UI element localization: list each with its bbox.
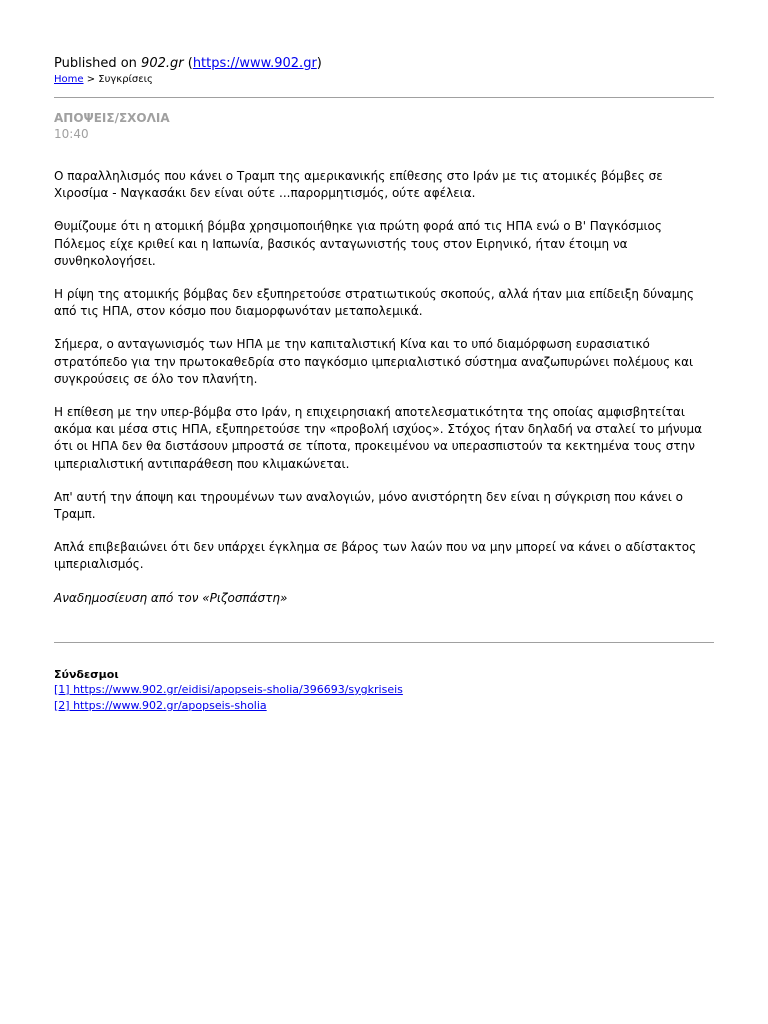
open-paren: ( — [183, 56, 193, 71]
link-item-1 — [54, 682, 714, 698]
printed-article-page — [54, 55, 714, 714]
site-name: 902.gr — [141, 56, 184, 71]
article-time: 10:40 — [54, 127, 89, 141]
breadcrumb-separator: > — [83, 74, 99, 85]
breadcrumb-current: Συγκρίσεις — [98, 74, 153, 85]
link-2[interactable]: [2] https://www.902.gr/apopseis-sholia — [54, 698, 267, 712]
link-item-2 — [54, 698, 714, 714]
article-paragraph-5: Η επίθεση με την υπερ-βόμβα στο Ιράν, η επιχειρησιακή αποτελεσματικότητα της οποίας αμφισβητείται ακόμα και μέσα στις ΗΠΑ, εξυπηρετούσε την «προβολή ισχύος». Στόχος ήταν δηλαδή να σταλεί το μήνυμα ότι οι ΗΠΑ δεν θα διστάσουν μπροστά σε τίποτα, προκειμένου να υπερασπιστούν τα κεκτημένα τους στην ιμπεριαλιστική αντιπαράθεση που κλιμακώνεται. — [54, 405, 703, 471]
link-1[interactable]: [1] https://www.902.gr/eidisi/apopseis-sholia/396693/sygkriseis — [54, 682, 403, 696]
article-paragraph-1: Ο παραλληλισμός που κάνει ο Τραμπ της αμερικανικής επίθεσης στο Ιράν με τις ατομικές βόμβες σε Χιροσίμα - Ναγκασάκι δεν είναι ούτε ...παρορμητισμός, ούτε αφέλεια. — [54, 169, 663, 201]
article-body — [54, 168, 714, 607]
site-url-link[interactable]: https://www.902.gr — [192, 56, 317, 71]
article-paragraph-6: Απ' αυτή την άποψη και τηρουμένων των αναλογιών, μόνο ανιστόρητη δεν είναι η σύγκριση που κάνει ο Τραμπ. — [54, 489, 683, 522]
published-line — [54, 55, 714, 73]
article-paragraph-3: Η ρίψη της ατομικής βόμβας δεν εξυπηρετούσε στρατιωτικούς σκοπούς, αλλά ήταν μια επίδειξη δύναμης από τις ΗΠΑ, στον κόσμο που διαμορφωνόταν μεταπολεμικά. — [54, 287, 694, 319]
links-title: Σύνδεσμοι — [54, 667, 119, 681]
bottom-divider — [54, 642, 714, 643]
article-paragraph-7: Απλά επιβεβαιώνει ότι δεν υπάρχει έγκλημα σε βάρος των λαών που να μην μπορεί να κάνει ο αδίστακτος ιμπεριαλισμός. — [54, 540, 697, 572]
breadcrumb-home-link[interactable]: Home — [54, 74, 84, 85]
breadcrumb — [54, 73, 714, 86]
article-paragraph-4: Σήμερα, ο ανταγωνισμός των ΗΠΑ με την καπιταλιστική Κίνα και το υπό διαμόρφωση ευρασιατικό στρατόπεδο για την πρωτοκαθεδρία στο παγκόσμιο ιμπεριαλιστικό σύστημα αναζωπυρώνει πολέμους και συγκρούσεις σε όλο τον πλανήτη. — [54, 337, 694, 386]
republication-note: Αναδημοσίευση από τον «Ριζοσπάστη» — [54, 590, 288, 605]
close-paren: ) — [316, 56, 322, 71]
article-category: ΑΠΟΨΕΙΣ/ΣΧΟΛΙΑ — [54, 111, 170, 125]
top-divider — [54, 97, 714, 98]
published-prefix: Published on — [54, 56, 142, 71]
article-paragraph-2: Θυμίζουμε ότι η ατομική βόμβα χρησιμοποιήθηκε για πρώτη φορά από τις ΗΠΑ ενώ ο Β' Παγκόσμιος Πόλεμος είχε κριθεί και η Ιαπωνία, βασικός ανταγωνιστής τους στον Ειρηνικό, ήταν έτοιμη να συνθηκολογήσει. — [54, 219, 662, 268]
